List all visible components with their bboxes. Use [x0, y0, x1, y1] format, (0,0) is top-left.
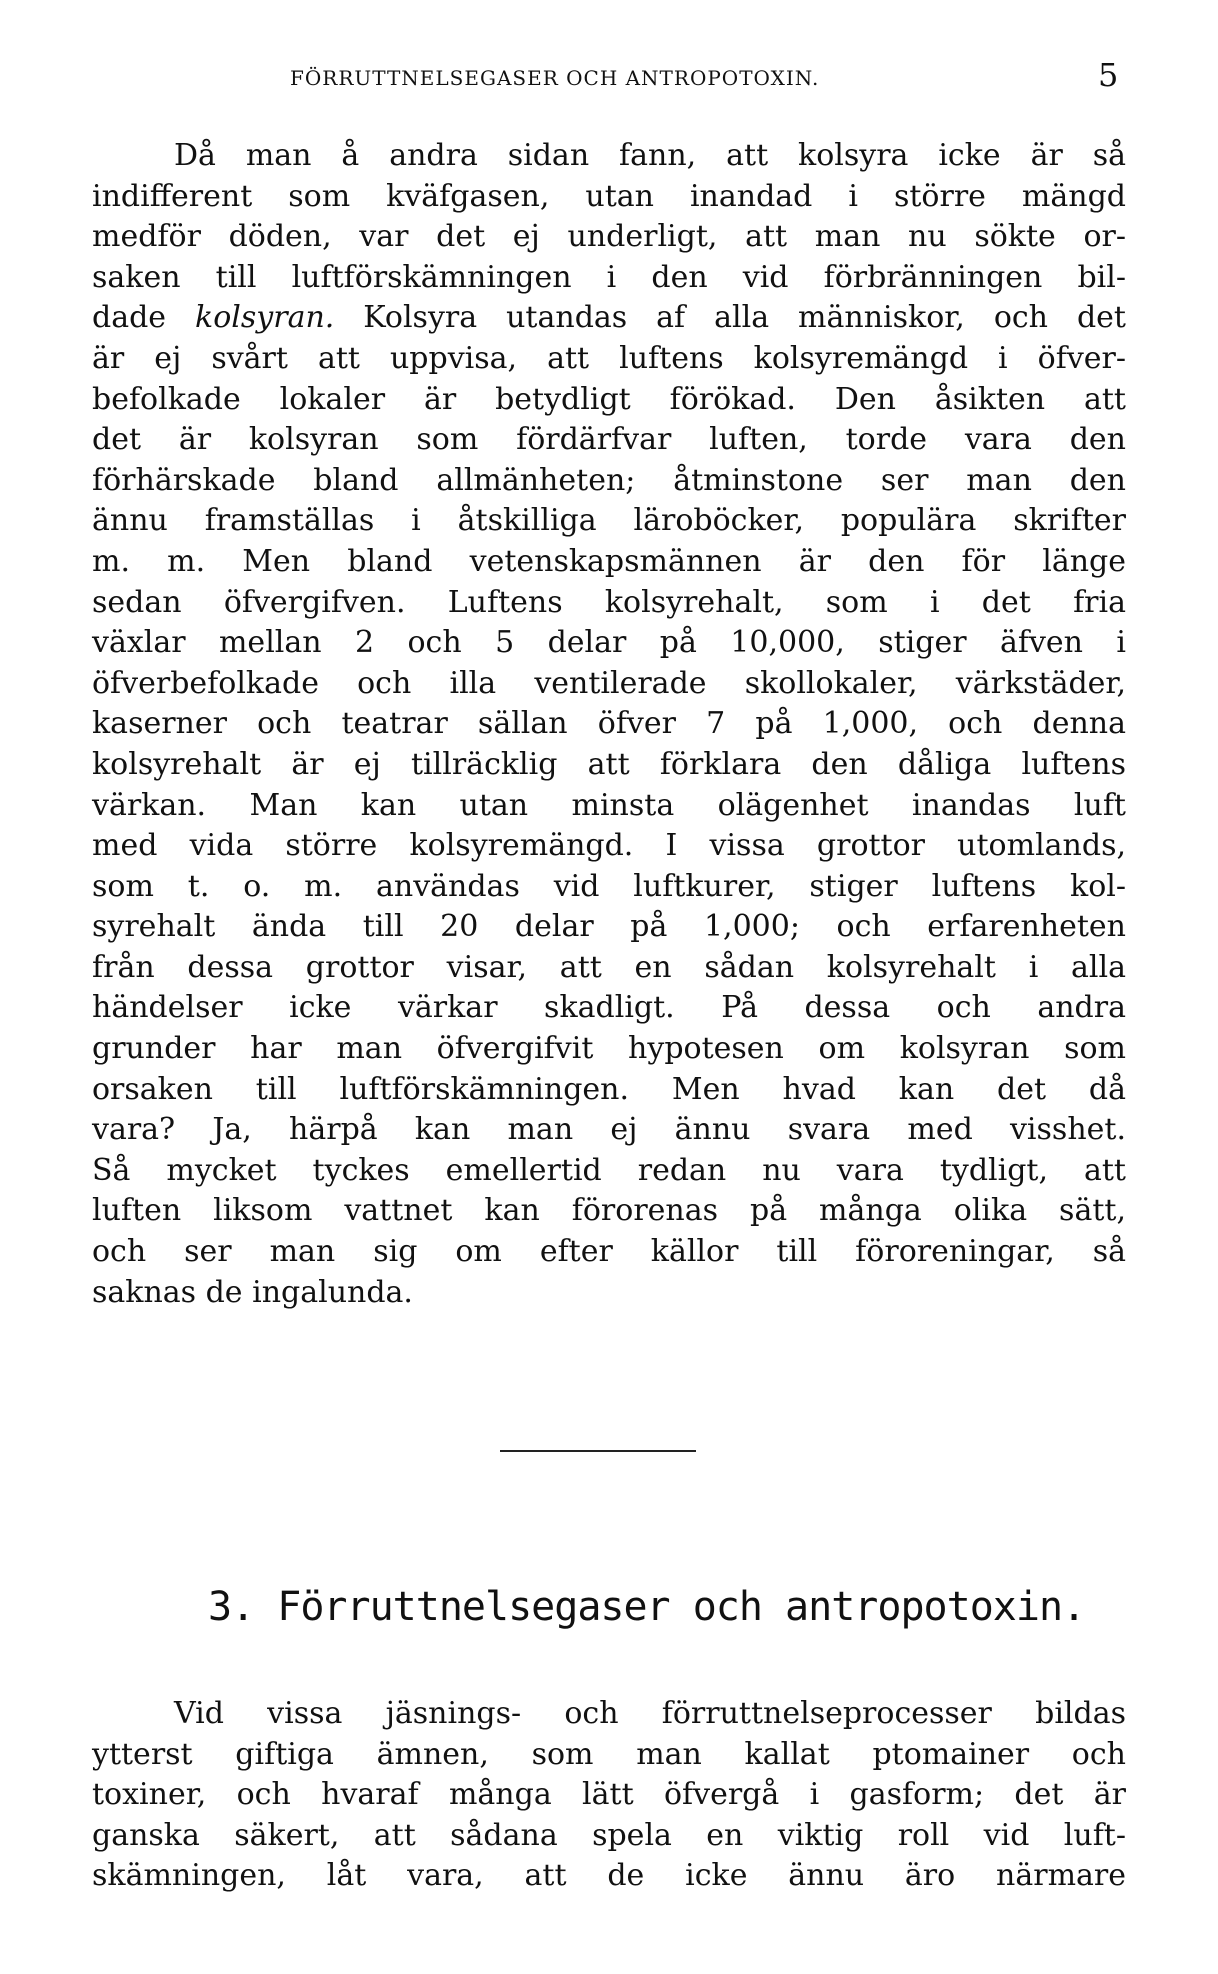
text-line: saken till luftförskämningen i den vid förbränningen bil- [92, 259, 1126, 295]
text-line: som t. o. m. användas vid luftkurer, stiger luftens kol- [92, 868, 1126, 904]
text-line: m. m. Men bland vetenskapsmännen är den för länge [92, 543, 1126, 579]
running-head: FÖRRUTTNELSEGASER OCH ANTROPOTOXIN. [290, 66, 820, 90]
paragraph-putrefaction-gases [92, 1694, 1126, 1897]
text-line: kolsyrehalt är ej tillräcklig att förklara den dåliga luftens [92, 746, 1126, 782]
text-line: skämningen, låt vara, att de icke ännu äro närmare [92, 1858, 1126, 1894]
text-line: öfverbefolkade och illa ventilerade skollokaler, värkstäder, [92, 665, 1126, 701]
section-heading: 3. Förruttnelsegaser och antropotoxin. [208, 1584, 1086, 1630]
text-line: orsaken till luftförskämningen. Men hvad kan det då [92, 1071, 1126, 1107]
text-line: medför döden, var det ej underligt, att man nu sökte or- [92, 219, 1126, 255]
text-line: och ser man sig om efter källor till föroreningar, så [92, 1234, 1126, 1270]
text-line: saknas de ingalunda. [92, 1274, 413, 1310]
text-line-with-emphasis [92, 298, 1126, 339]
text-line: syrehalt ända till 20 delar på 1,000; och erfarenheten [92, 909, 1126, 945]
text-line: indifferent som kväfgasen, utan inandad i större mängd [92, 178, 1126, 214]
text-line: ännu framställas i åtskilliga läroböcker, populära skrifter [92, 503, 1126, 539]
text-line: sedan öfvergifven. Luftens kolsyrehalt, som i det fria [92, 584, 1126, 620]
text-line: befolkade lokaler är betydligt förökad. Den åsikten att [92, 381, 1126, 417]
text-line: Vid vissa jäsnings- och förruttnelseprocesser bildas [174, 1696, 1126, 1731]
text-line: Så mycket tyckes emellertid redan nu vara tydligt, att [92, 1152, 1126, 1188]
text-line: det är kolsyran som fördärfvar luften, torde vara den [92, 422, 1126, 458]
text-line: från dessa grottor visar, att en sådan kolsyrehalt i alla [92, 949, 1126, 985]
text-line: värkan. Man kan utan minsta olägenhet inandas luft [92, 787, 1126, 823]
text-line: vara? Ja, härpå kan man ej ännu svara med visshet. [92, 1112, 1126, 1148]
paragraph-carbon-dioxide [92, 136, 1126, 1313]
text-line: är ej svårt att uppvisa, att luftens kolsyremängd i öfver- [92, 340, 1126, 376]
section-separator-rule [500, 1450, 696, 1452]
text-segment: dade [92, 300, 167, 336]
text-line: med vida större kolsyremängd. I vissa grottor utomlands, [92, 828, 1126, 864]
text-segment: Kolsyra utandas af alla människor, och det [363, 300, 1126, 336]
text-line: toxiner, och hvaraf många lätt öfvergå i gasform; det är [92, 1777, 1126, 1813]
text-line: Då man å andra sidan fann, att kolsyra icke är så [174, 138, 1126, 173]
page-number: 5 [1098, 56, 1119, 94]
text-line: kaserner och teatrar sällan öfver 7 på 1,000, och denna [92, 706, 1126, 742]
text-line: grunder har man öfvergifvit hypotesen om kolsyran som [92, 1031, 1126, 1067]
text-line: händelser icke värkar skadligt. På dessa och andra [92, 990, 1126, 1026]
text-line: ytterst giftiga ämnen, som man kallat ptomainer och [92, 1736, 1126, 1772]
text-line: luften liksom vattnet kan förorenas på många olika sätt, [92, 1193, 1126, 1229]
emphasized-term: kolsyran. [195, 300, 335, 336]
text-line: ganska säkert, att sådana spela en viktig roll vid luft- [92, 1817, 1126, 1853]
text-line: växlar mellan 2 och 5 delar på 10,000, stiger äfven i [92, 625, 1126, 661]
text-line: förhärskade bland allmänheten; åtminstone ser man den [92, 462, 1126, 498]
